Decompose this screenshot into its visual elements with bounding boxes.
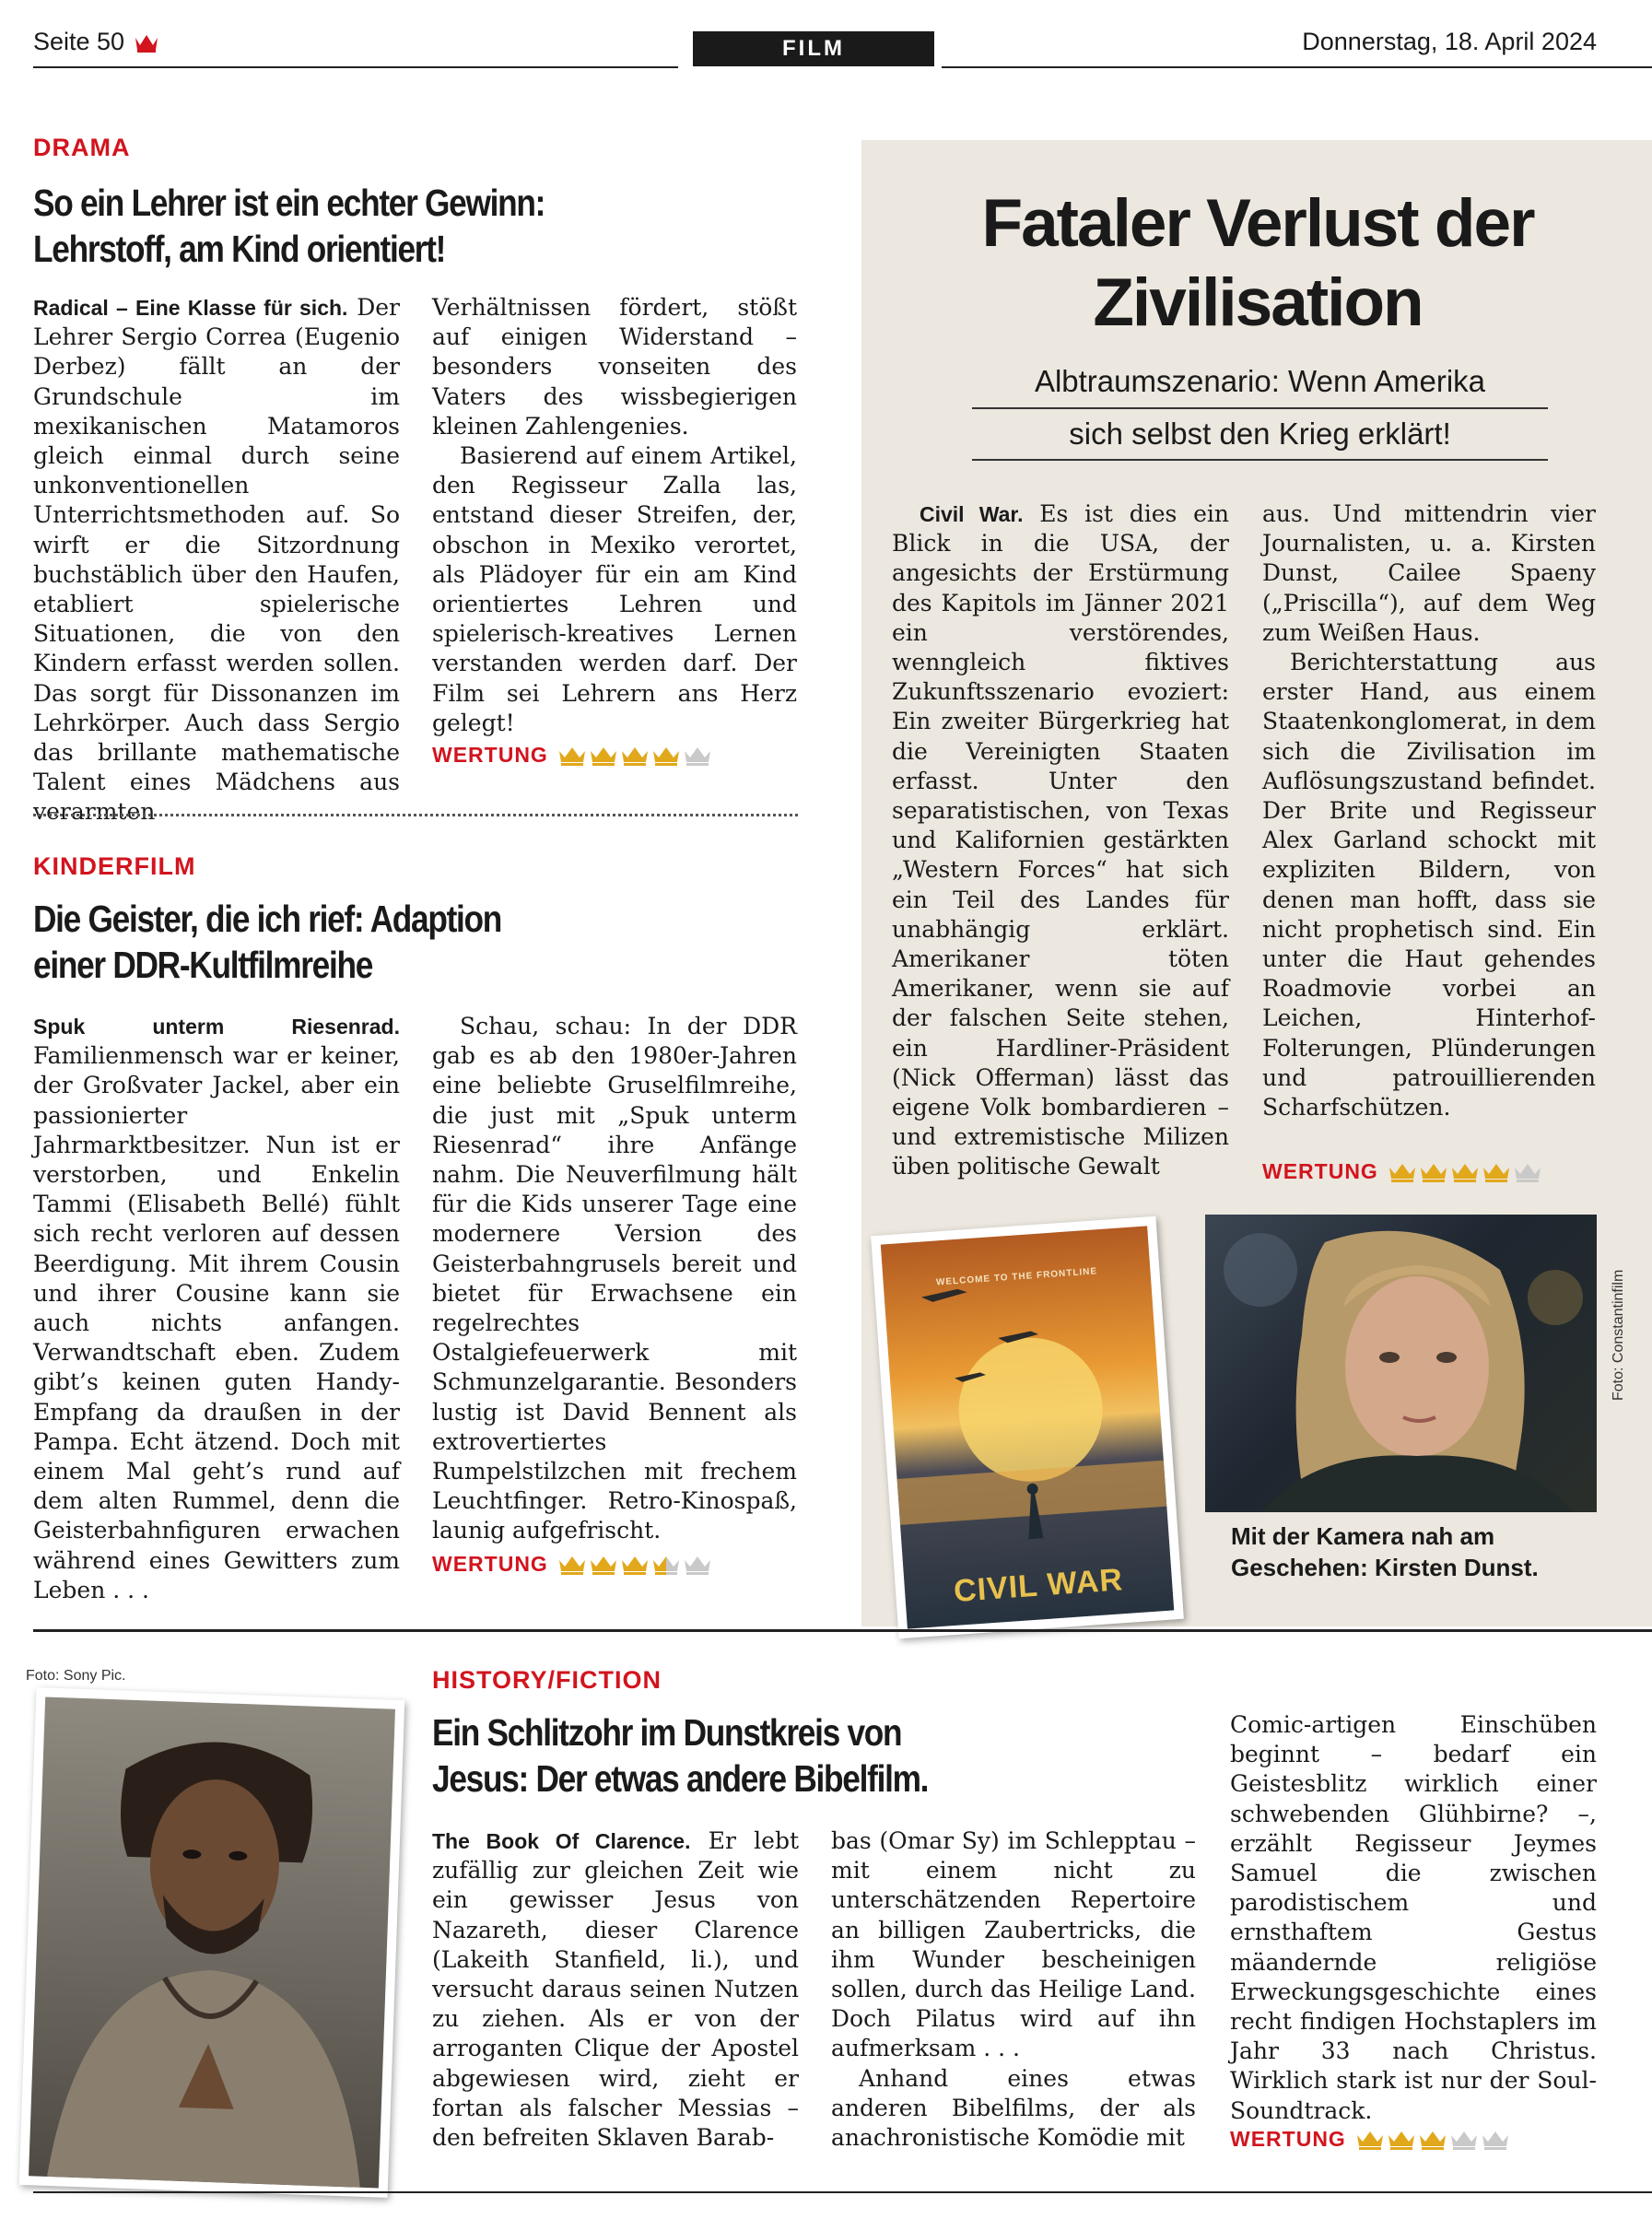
photo-credit-text: Foto: Constantinfilm	[1611, 1269, 1626, 1401]
subhead-civilwar-line2: sich selbst den Krieg erklärt!	[1069, 417, 1451, 451]
crown-rating	[1388, 1162, 1542, 1182]
portrait-illustration	[1205, 1215, 1597, 1512]
headline-civilwar-line2: Zivilisation	[1093, 265, 1423, 340]
drama-col2-p2: Basierend auf einem Artikel, den Regisseur Zalla las, entstand dieser Streifen, der, obschon in Mexiko verortet, als Plädoyer für ein am Kind orientiertes Lehren und spielerisch-kreatives Lernen verstanden werden darf. Der Film sei Lehrern ans Herz gelegt!	[432, 442, 797, 736]
drama-column-1	[33, 293, 400, 828]
crown-icon	[134, 32, 159, 53]
crown-icon	[589, 746, 618, 766]
section-tab: FILM	[693, 31, 934, 66]
crown-icon	[1387, 2130, 1416, 2150]
headline-kinderfilm	[33, 896, 683, 988]
kinderfilm-column-2	[432, 1012, 797, 1546]
crown-icon	[1419, 1162, 1448, 1182]
headline-clarence-line2: Jesus: Der etwas andere Bibelfilm.	[432, 1757, 929, 1800]
crown-icon	[557, 1555, 587, 1575]
rating-kinderfilm	[432, 1552, 712, 1577]
crown-icon	[683, 1555, 712, 1575]
civilwar-col2-p1: aus. Und mittendrin vier Journalisten, u. a. Kirsten Dunst, Cailee Spaeny („Priscilla“), auf dem Weg zum Weißen Haus.	[1262, 500, 1596, 646]
photo-credit-clarence: Foto: Sony Pic.	[26, 1668, 126, 1684]
clarence-column-2	[831, 1826, 1196, 2153]
issue-date: Donnerstag, 18. April 2024	[1302, 28, 1597, 55]
crown-icon	[620, 1555, 650, 1575]
civil-war-poster	[871, 1216, 1184, 1639]
clarence-col2-p1: bas (Omar Sy) im Schlepptau – mit einem nicht zu unterschätzenden Repertoire an billigen Zaubertricks, die ihm Wunder bescheinigen sollen, durch das Heilige Land. Doch Pilatus wird auf ihn aufmerksam . . .	[831, 1827, 1196, 2062]
crown-icon	[651, 1555, 681, 1575]
headline-kinderfilm-line2: einer DDR-Kultfilmreihe	[33, 944, 373, 986]
clarence-column-3	[1230, 1710, 1597, 2126]
civilwar-col1-text: Es ist dies ein Blick in die USA, der angesichts der Erstürmung des Kapitols im Jänner 2021 ein verstörendes, wenngleich fiktives Zukunftsszenario evoziert: Ein zweiter Bürgerkrieg hat die Vereinigten Staaten erfasst. Unter den separatistischen, von Texas und Kalifornien gestärkten „Western Forces“ hat sich ein Teil des Landes für unabhängig erklärt. Amerikaner töten Amerikaner, wenn sie auf der falschen Seite stehen, ein Hardliner-Präsident (Nick Offerman) lässt das eigene Volk bombardieren – und extremistische Milizen üben politische Gewalt	[892, 500, 1229, 1180]
drama-col1-text: Der Lehrer Sergio Correa (Eugenio Derbez) fällt an der Grundschule im mexikanischen Matamoros gleich einmal durch seine unkonventionellen Unterrichtsmethoden auf. So wirft er die Sitzordnung buchstäblich über den Haufen, etabliert spielerische Situationen, die von den Kindern erfasst werden sollen. Das sorgt für Dissonanzen im Lehrkörper. Auch dass Sergio das brillante mathematische Talent eines Mädchens aus verarmten	[33, 294, 400, 826]
kicker-clarence: HISTORY/FICTION	[432, 1666, 662, 1694]
crown-rating	[557, 746, 712, 766]
kinderfilm-col2-p1: Schau, schau: In der DDR gab es ab den 1980er-Jahren eine beliebte Gruselfilmreihe, die just mit „Spuk unterm Riesenrad“ ihre Anfänge nahm. Die Neuverfilmung hält für die Kids unserer Tage eine modernere Version des Geisterbahngrusels bereit und bietet für Erwachsene ein regelrechtes Ostalgiefeuerwerk mit Schmunzelgarantie. Besonders lustig ist David Bennent als extrovertiertes Rumpelstilzchen mit frechem Leuchtfinger. Retro-Kinospaß, launig aufgefrischt.	[432, 1013, 797, 1544]
section-rule	[33, 1629, 1652, 1632]
civilwar-column-2	[1262, 499, 1596, 1122]
poster-title: CIVIL WAR	[952, 1562, 1125, 1609]
rating-clarence	[1230, 2127, 1510, 2152]
crown-icon	[1388, 1162, 1417, 1182]
rating-civilwar	[1262, 1159, 1542, 1184]
crown-rating	[1355, 2130, 1510, 2150]
crown-icon	[1513, 1162, 1542, 1182]
clarence-col3-text: Comic-artigen Einschüben beginnt – bedarf ein Geistesblitz wirklich einer schwebenden Glühbirne? –, erzählt Regisseur Jeymes Samuel die zwischen parodistischem und ernsthaftem Gestus mäandernde religiöse Erweckungsgeschichte eines recht findigen Hochstaplers im Jahr 33 nach Christus. Wirklich stark ist nur der Soul-Soundtrack.	[1230, 1711, 1597, 2124]
drama-lead: Radical – Eine Klasse für sich.	[33, 296, 348, 320]
crown-icon	[1482, 1162, 1511, 1182]
photo-credit-civilwar	[1611, 1216, 1629, 1428]
clarence-col1-text: Er lebt zufällig zur gleichen Zeit wie ein gewisser Jesus von Nazareth, dieser Clarence (Lakeith Stanfield, li.), und versucht daraus seinen Nutzen zu ziehen. Als er von der arroganten Clique der Apostel abgewiesen wird, zieht er fortan als falscher Messias – den befreiten Sklaven Barab-	[432, 1827, 799, 2152]
crown-icon	[651, 746, 681, 766]
crown-icon	[1355, 2130, 1385, 2150]
kicker-drama: DRAMA	[33, 134, 131, 161]
crown-icon	[589, 1555, 618, 1575]
crown-icon	[1450, 1162, 1480, 1182]
civilwar-lead: Civil War.	[920, 502, 1024, 526]
crown-icon	[620, 746, 650, 766]
divider	[33, 814, 798, 816]
portrait-illustration	[29, 1697, 395, 2189]
caption-line2: Geschehen: Kirsten Dunst.	[1231, 1554, 1539, 1581]
headline-drama-line1: So ein Lehrer ist ein echter Gewinn:	[33, 182, 545, 224]
photo-caption-civilwar	[1231, 1520, 1618, 1583]
clarence-photo	[19, 1687, 405, 2198]
page-number	[33, 28, 159, 56]
headline-drama-line2: Lehrstoff, am Kind orientiert!	[33, 228, 446, 270]
headline-kinderfilm-line1: Die Geister, die ich rief: Adaption	[33, 898, 502, 940]
crown-icon	[557, 746, 587, 766]
clarence-col2-p2: Anhand eines etwas anderen Bibelfilms, der als anachronistische Komödie mit	[831, 2064, 1196, 2152]
subhead-rule	[972, 407, 1548, 409]
civilwar-col2-p2: Berichterstattung aus erster Hand, aus einem Staatenkonglomerat, in dem sich die Zivilisation im Auflösungszustand befindet. Der Brite und Regisseur Alex Garland schockt mit expliziten Bildern, von denen man hofft, dass sie nicht prophetisch sind. Ein unter die Haut gehendes Roadmovie vorbei an Leichen, Hinterhof-Folterungen, Plünderungen und patrouillierenden Scharfschützen.	[1262, 649, 1596, 1121]
civilwar-column-1	[892, 499, 1229, 1182]
header-rule-left	[33, 66, 678, 68]
kirsten-dunst-photo	[1205, 1215, 1597, 1512]
header-rule-right	[942, 66, 1652, 68]
bottom-rule	[33, 2191, 1652, 2193]
kinderfilm-lead: Spuk unterm Riesenrad.	[33, 1015, 400, 1039]
crown-icon	[1418, 2130, 1447, 2150]
headline-drama	[33, 180, 683, 272]
crown-icon	[1449, 2130, 1479, 2150]
kinderfilm-col1-text: Familienmensch war er keiner, der Großvater Jackel, aber ein passionierter Jahrmarktbesitzer. Nun ist er verstorben, und Enkelin Tammi (Elisabeth Bellé) fühlt sich recht verloren auf dessen Beerdigung. Mit ihrem Cousin und ihrer Cousine kann sie auch nichts anfangen. Verwandtschaft eben. Zudem gibt’s keinen guten Handy-Empfang da draußen in der Pampa. Echt ätzend. Doch mit einem Mal geht’s rund auf dem alten Rummel, denn die Geisterbahnfiguren erwachen während eines Gewitters zum Leben . . .	[33, 1042, 400, 1603]
headline-civilwar-line1: Fataler Verlust der	[981, 186, 1534, 261]
drama-col2-p1: Verhältnissen fördert, stößt auf einigen Widerstand – besonders vonseiten des Vaters des wissbegierigen kleinen Zahlengenies.	[432, 294, 797, 440]
rating-label: WERTUNG	[432, 1552, 548, 1576]
rating-label: WERTUNG	[1262, 1159, 1378, 1183]
rating-label: WERTUNG	[1230, 2127, 1346, 2151]
subhead-civilwar-line1: Albtraumszenario: Wenn Amerika	[1034, 364, 1486, 398]
kinderfilm-column-1	[33, 1012, 400, 1605]
crown-icon	[683, 746, 712, 766]
poster-tagline: WELCOME TO THE FRONTLINE	[935, 1266, 1098, 1288]
page-label: Seite 50	[33, 28, 125, 55]
headline-clarence-line1: Ein Schlitzohr im Dunstkreis von	[432, 1711, 902, 1754]
subhead-rule	[972, 459, 1548, 461]
drama-column-2	[432, 293, 797, 738]
headline-civilwar	[885, 184, 1631, 343]
crown-rating	[557, 1555, 712, 1575]
headline-clarence	[432, 1709, 1082, 1802]
kicker-kinderfilm: KINDERFILM	[33, 852, 196, 880]
caption-line1: Mit der Kamera nah am	[1231, 1522, 1495, 1550]
clarence-lead: The Book Of Clarence.	[432, 1829, 691, 1853]
rating-drama	[432, 743, 712, 768]
clarence-column-1	[432, 1826, 799, 2153]
rating-label: WERTUNG	[432, 743, 548, 767]
crown-icon	[1481, 2130, 1510, 2150]
